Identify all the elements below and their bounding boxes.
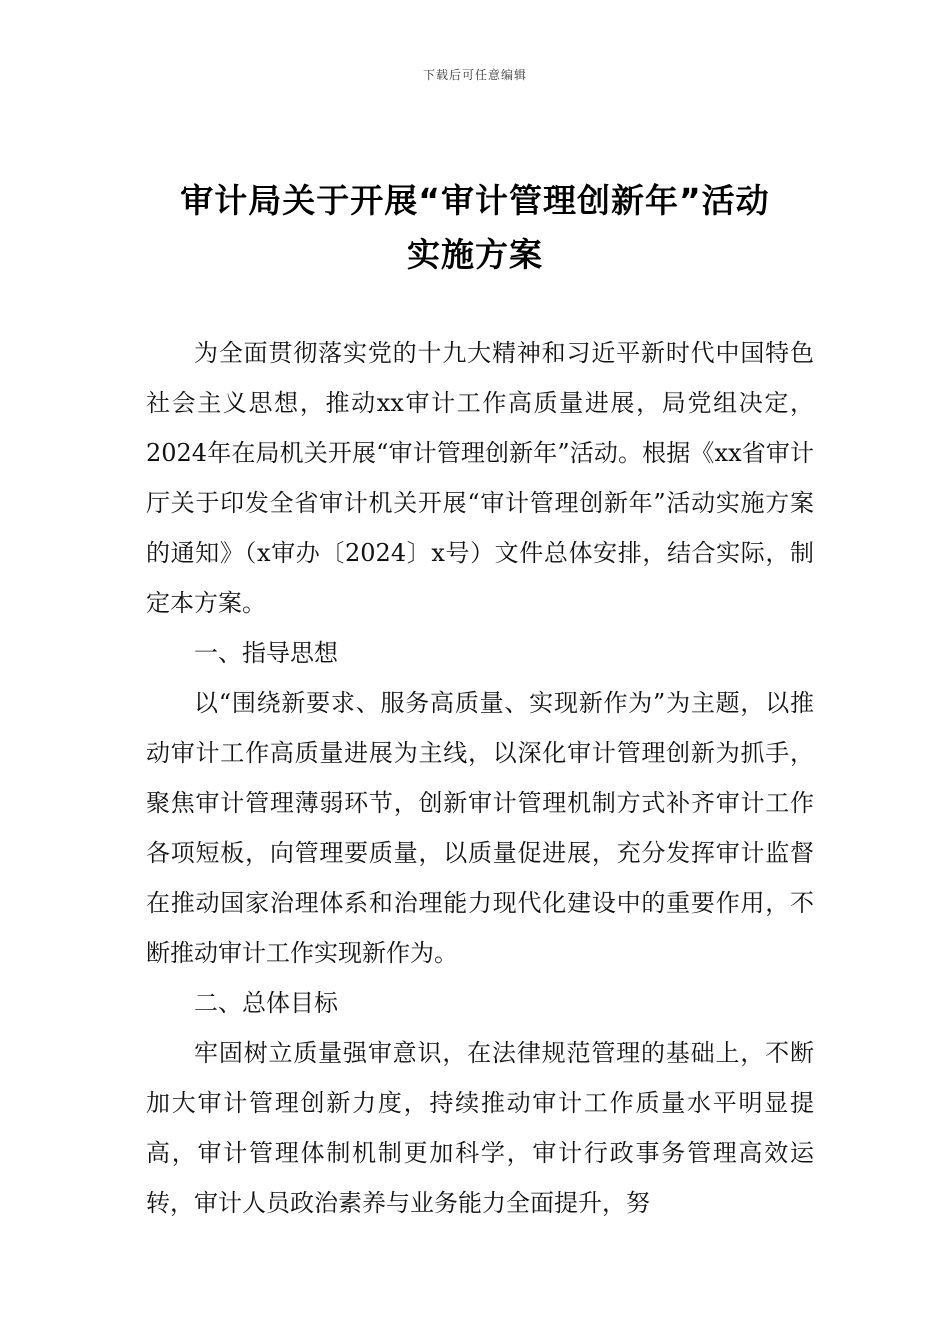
section-heading-overall-goal: 二、总体目标 <box>194 989 338 1017</box>
document-body <box>146 328 814 1228</box>
guiding-thought-paragraph: 以“围绕新要求、服务高质量、实现新作为”为主题，以推动审计工作高质量进展为主线，以深化审计管理创新为抓手，聚焦审计管理薄弱环节，创新审计管理机制方式补齐审计工作各项短板，向管理要质量，以质量促进展，充分发挥审计监督在推动国家治理体系和治理能力现代化建设中的重要作用，不断推动审计工作实现新作为。 <box>146 689 814 967</box>
title-line-2: 实施方案 <box>407 235 543 274</box>
title-line-1: 审计局关于开展“审计管理创新年”活动 <box>180 181 770 220</box>
document-title <box>140 174 810 282</box>
header-note: 下载后可任意编辑 <box>422 68 527 82</box>
intro-paragraph: 为全面贯彻落实党的十九大精神和习近平新时代中国特色社会主义思想，推动xx审计工作高质量进展，局党组决定，2024年在局机关开展“审计管理创新年”活动。根据《xx省审计厅关于印发全省审计机关开展“审计管理创新年”活动实施方案的通知》（x审办〔2024〕x号）文件总体安排，结合实际，制定本方案。 <box>146 339 814 617</box>
overall-goal-paragraph: 牢固树立质量强审意识，在法律规范管理的基础上，不断加大审计管理创新力度，持续推动审计工作质量水平明显提高，审计管理体制机制更加科学，审计行政事务管理高效运转，审计人员政治素养与业务能力全面提升，努 <box>146 1039 814 1217</box>
section-heading-guiding-thought: 一、指导思想 <box>194 639 338 667</box>
